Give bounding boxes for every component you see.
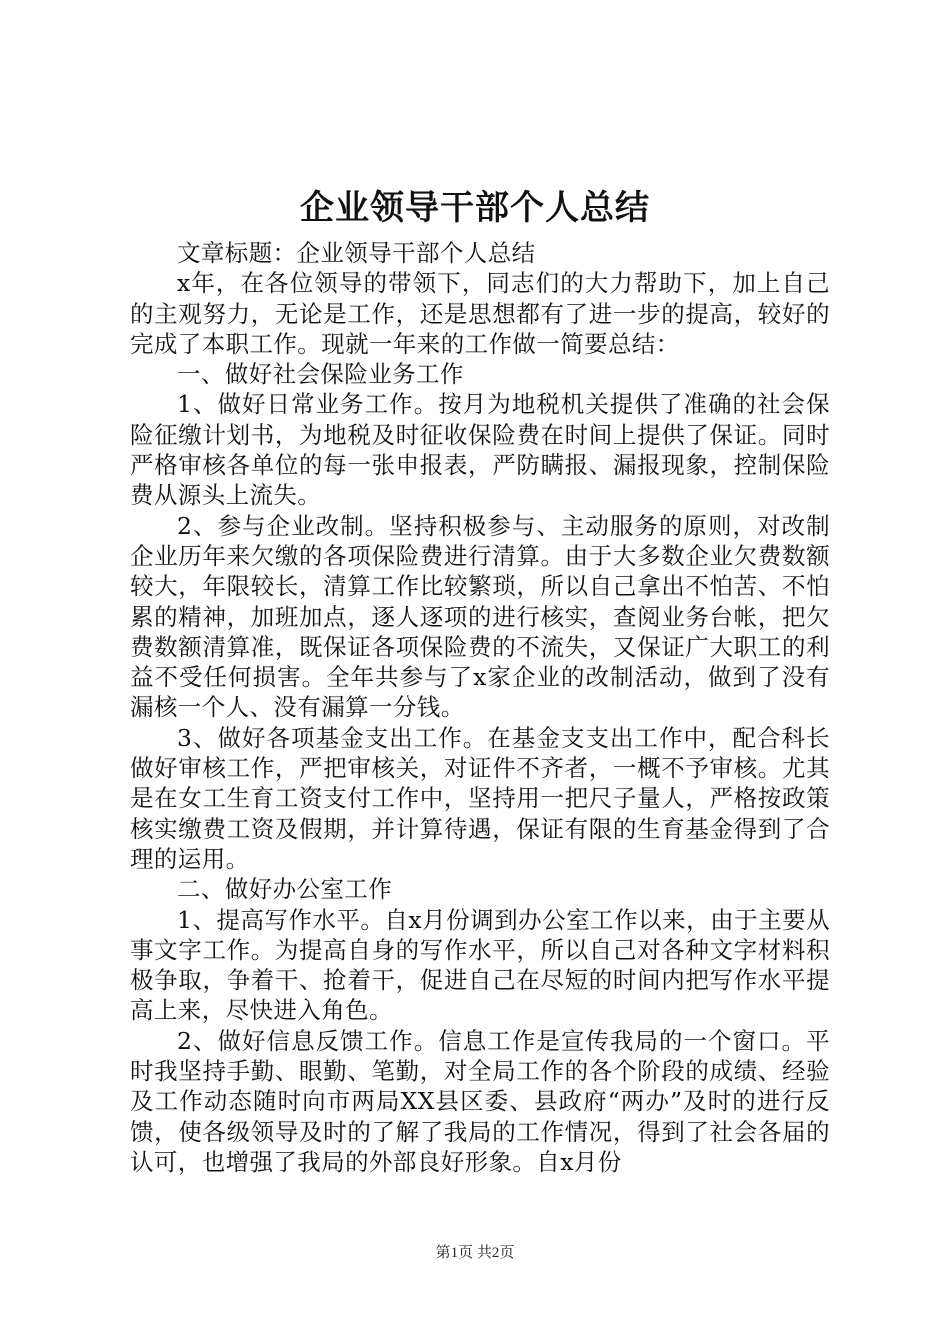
page-number-footer: 第1页 共2页: [435, 1245, 515, 1261]
paragraph-information-feedback: 2、做好信息反馈工作。信息工作是宣传我局的一个窗口。平时我坚持手勤、眼勤、笔勤，对全局工作的各个阶段的成绩、经验及工作动态随时向市两局XX县区委、县政府“两办”及时的进行反馈，使各级领导及时的了解了我局的工作情况，得到了社会各届的认可，也增强了我局的外部良好形象。自x月份: [130, 1026, 830, 1176]
document-body: [130, 238, 830, 1177]
document-title: 企业领导干部个人总结: [300, 188, 650, 228]
section-heading-1: 一、做好社会保险业务工作: [177, 360, 464, 389]
intro-paragraph: x年，在各位领导的带领下，同志们的大力帮助下，加上自己的主观努力，无论是工作，还是思想都有了进一步的提高，较好的完成了本职工作。现就一年来的工作做一简要总结：: [130, 269, 830, 358]
section-heading-2: 二、做好办公室工作: [177, 875, 393, 904]
paragraph-enterprise-reform: 2、参与企业改制。坚持积极参与、主动服务的原则，对改制企业历年来欠缴的各项保险费进行清算。由于大多数企业欠费数额较大，年限较长，清算工作比较繁琐，所以自己拿出不怕苦、不怕累的精神，加班加点，逐人逐项的进行核实，查阅业务台帐，把欠费数额清算准，既保证各项保险费的不流失，又保证广大职工的利益不受任何损害。全年共参与了x家企业的改制活动，做到了没有漏核一个人、没有漏算一分钱。: [130, 511, 830, 722]
paragraph-writing-skill: 1、提高写作水平。自x月份调到办公室工作以来，由于主要从事文字工作。为提高自身的写作水平，所以自己对各种文字材料积极争取，争着干、抢着干，促进自己在尽短的时间内把写作水平提高上来，尽快进入角色。: [130, 905, 830, 1025]
paragraph-daily-work: 1、做好日常业务工作。按月为地税机关提供了准确的社会保险征缴计划书，为地税及时征收保险费在时间上提供了保证。同时严格审核各单位的每一张申报表，严防瞒报、漏报现象，控制保险费从源头上流失。: [130, 390, 830, 510]
article-title-line: 文章标题：企业领导干部个人总结: [177, 239, 536, 267]
paragraph-fund-expenditure: 3、做好各项基金支出工作。在基金支支出工作中，配合科长做好审核工作，严把审核关，对证件不齐者，一概不予审核。尤其是在女工生育工资支付工作中，坚持用一把尺子量人，严格按政策核实缴费工资及假期，并计算待遇，保证有限的生育基金得到了合理的运用。: [130, 723, 830, 873]
